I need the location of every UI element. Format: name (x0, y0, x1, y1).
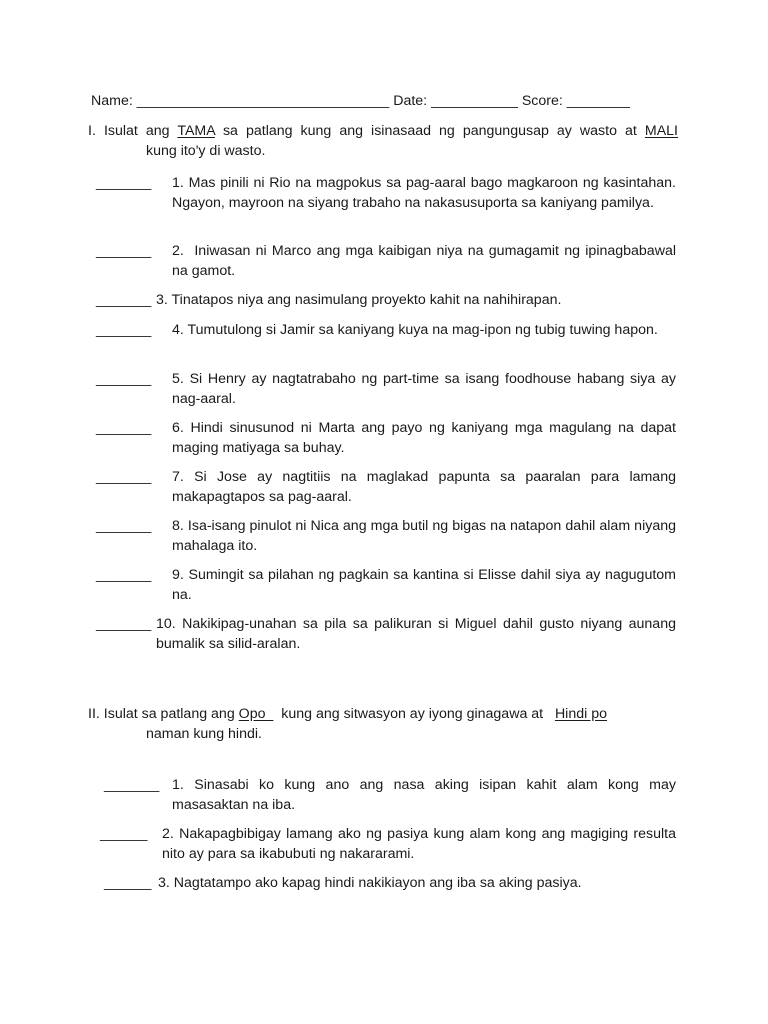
item-number: 9. (172, 567, 184, 583)
answer-blank: _______ (96, 518, 152, 534)
s1-item-7 (96, 468, 676, 507)
name-label: Name: (91, 93, 133, 109)
item-body (172, 370, 676, 409)
s1-item-4 (96, 321, 676, 341)
answer-blank: _______ (96, 292, 152, 308)
section1-instruction (88, 122, 678, 142)
s1-item-3 (96, 291, 676, 311)
item-number: 1. (172, 175, 184, 191)
item-body (172, 776, 676, 815)
item-number: 10. (156, 616, 176, 632)
s1-item-6 (96, 419, 676, 458)
item-number: 3. (158, 875, 170, 891)
item-text: Isa-isang pinulot ni Nica ang mga butil ng bigas na natapon dahil alam niyang mahalaga ito. (172, 518, 676, 554)
s1-item-2 (96, 242, 700, 281)
answer-blank: ______ (104, 875, 152, 891)
item-text: Nakikipag-unahan sa pila sa palikuran si Miguel dahil gusto niyang aunang bumalik sa silid-aralan. (156, 616, 676, 652)
hindi-po-keyword: Hindi po (554, 706, 607, 722)
item-text: Mas pinili ni Rio na magpokus sa pag-aaral bago magkaroon ng kasintahan. Ngayon, mayroon na siyang trabaho na nakasusuporta sa kaniyang pamilya. (172, 175, 677, 211)
answer-blank: _______ (96, 420, 152, 436)
item-text: Sumingit sa pilahan ng pagkain sa kantina si Elisse dahil siya ay nagugutom na. (172, 567, 676, 603)
item-body (172, 468, 676, 507)
item-text: Si Jose ay nagtitiis na maglakad papunta sa paaralan para lamang makapagtapos sa pag-aaral. (172, 469, 676, 505)
item-body (172, 242, 700, 281)
section1-instr-text-a: Isulat ang (103, 123, 178, 139)
s2-item-3 (104, 874, 676, 894)
section2-instruction (88, 705, 607, 725)
item-body (172, 419, 676, 458)
s1-item-10 (96, 615, 676, 654)
tama-keyword: TAMA (177, 123, 215, 139)
answer-blank: _______ (96, 567, 152, 583)
item-number: 8. (172, 518, 184, 534)
item-text: Iniwasan ni Marco ang mga kaibigan niya na gumagamit ng ipinagbabawal na gamot. (172, 243, 700, 279)
s1-item-9 (96, 566, 676, 605)
item-number: 2. (172, 243, 184, 259)
answer-blank: _______ (104, 777, 160, 793)
item-text: Si Henry ay nagtatrabaho ng part-time sa isang foodhouse habang siya ay nag-aaral. (172, 371, 676, 407)
answer-blank: _______ (96, 243, 152, 259)
item-number: 4. (172, 322, 184, 338)
item-number: 6. (172, 420, 184, 436)
section1-instruction-line2: kung ito'y di wasto. (146, 143, 266, 159)
item-body (158, 874, 676, 894)
item-body (156, 615, 676, 654)
item-body (162, 825, 676, 864)
s1-item-5 (96, 370, 676, 409)
item-body (172, 321, 676, 341)
item-text: Nagtatampo ako kapag hindi nakikiayon ang iba sa aking pasiya. (173, 875, 582, 891)
score-blank: ________ (566, 93, 630, 109)
item-body (172, 174, 676, 213)
section2-instr-text-a: Isulat sa patlang ang (103, 706, 239, 722)
date-label: Date: (393, 93, 428, 109)
s1-item-8 (96, 517, 676, 556)
name-blank: ________________________________ (136, 93, 390, 109)
item-body (172, 517, 676, 556)
section2-instruction-line2: naman kung hindi. (146, 726, 262, 742)
item-number: 3. (156, 292, 168, 308)
score-label: Score: (521, 93, 563, 109)
section1-roman: I. (88, 123, 96, 139)
item-text: Sinasabi ko kung ano ang nasa aking isipan kahit alam kong may masasaktan na iba. (172, 777, 676, 813)
s2-item-1 (104, 776, 676, 815)
answer-blank: ______ (100, 826, 148, 842)
answer-blank: _______ (96, 175, 152, 191)
s2-item-2 (100, 825, 676, 864)
item-body (172, 566, 676, 605)
header-line (91, 92, 630, 112)
mali-keyword: MALI (644, 123, 678, 139)
date-blank: ___________ (431, 93, 518, 109)
answer-blank: _______ (96, 616, 152, 632)
item-number: 1. (172, 777, 184, 793)
answer-blank: _______ (96, 371, 152, 387)
item-text: Tinatapos niya ang nasimulang proyekto kahit na nahihirapan. (171, 292, 562, 308)
item-text: Nakapagbibigay lamang ako ng pasiya kung alam kong ang magiging resulta nito ay para sa ikabubuti ng nakararami. (162, 826, 676, 862)
opo-keyword: Opo (238, 706, 274, 722)
item-number: 7. (172, 469, 184, 485)
s1-item-1 (96, 174, 676, 213)
section2-instr-text-b: kung ang sitwasyon ay iyong ginagawa at (273, 706, 555, 722)
item-number: 5. (172, 371, 184, 387)
section1-instr-text-b: sa patlang kung ang isinasaad ng pangungusap ay wasto at (214, 123, 645, 139)
item-number: 2. (162, 826, 174, 842)
answer-blank: _______ (96, 469, 152, 485)
item-body (156, 291, 676, 311)
answer-blank: _______ (96, 322, 152, 338)
item-text: Hindi sinusunod ni Marta ang payo ng kaniyang mga magulang na dapat maging matiyaga sa buhay. (172, 420, 676, 456)
section2-roman: II. (88, 706, 100, 722)
item-text: Tumutulong si Jamir sa kaniyang kuya na mag-ipon ng tubig tuwing hapon. (187, 322, 658, 338)
